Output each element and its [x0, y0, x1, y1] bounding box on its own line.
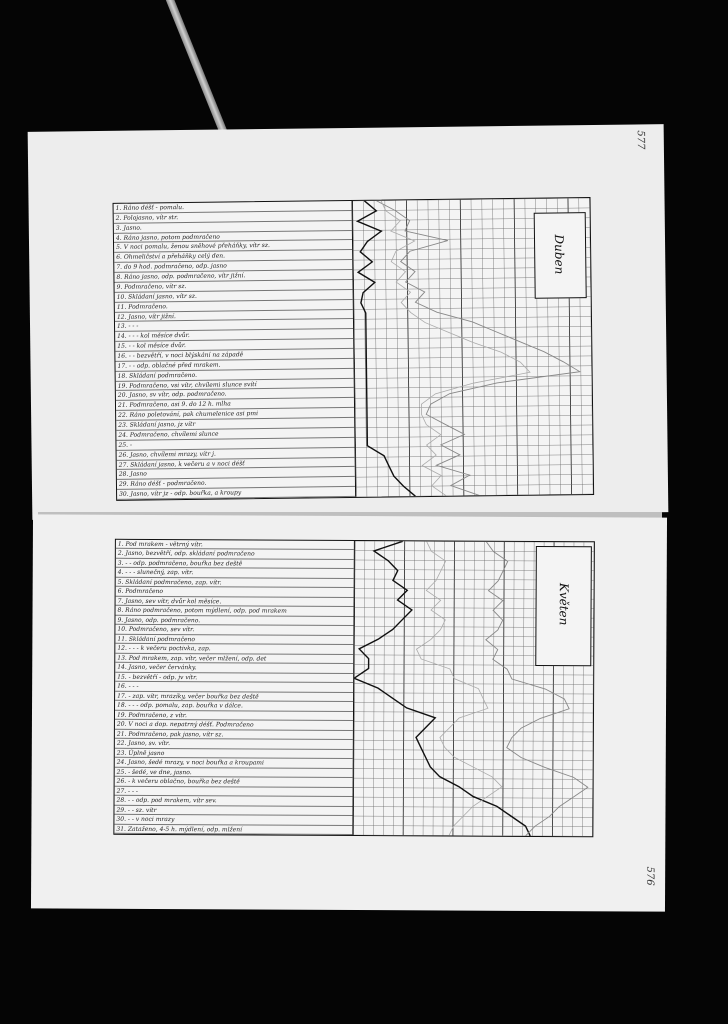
april-notes-column	[114, 201, 357, 500]
may-notes-column	[114, 540, 355, 835]
weather-note-row: 6. Ohmeličství a přeháňky celý den.	[114, 250, 352, 263]
weather-note-row: 11. Skládaní podmračeno	[115, 635, 353, 646]
may-month-box	[535, 546, 592, 666]
page-number: 576	[644, 866, 656, 886]
grid-column-line	[483, 542, 485, 836]
weather-note-row: 13. Pod mrakem, zap. vítr, večer mlžení, odp. det	[115, 654, 353, 665]
grid-column-line	[433, 541, 435, 835]
grid-column-line	[423, 541, 425, 835]
weather-note-row: 16. - - -	[115, 682, 353, 693]
weather-note-row: 5. Skládaní podmračeno, zap. vítr.	[116, 578, 354, 589]
weather-note-row: 15. - - kol měsíce dvůr.	[115, 339, 353, 352]
weather-note-row: 29. - - sz. vítr	[114, 805, 352, 816]
weather-note-row: 27. Skládaní jasno, k večeru a v noci déšť	[117, 457, 355, 470]
weather-note-row: 25. -	[116, 438, 354, 451]
weather-note-row: 29. Ráno déšť - podmračeno.	[117, 477, 355, 490]
weather-note-row: 14. Jasno, večer červánky.	[115, 663, 353, 674]
grid-column-line	[453, 542, 455, 836]
temperature-curve	[416, 541, 504, 835]
weather-note-row: 28. - - odp. pod mrakem, vítr sev.	[115, 796, 353, 807]
weather-note-row: 9. Podmračeno, vítr sz.	[115, 280, 353, 293]
weather-note-row: 26. - k večeru oblačno, bouřka bez deště	[115, 777, 353, 788]
weather-note-row: 2. Jasno, bezvětří, odp. skládaní podmračeno	[116, 549, 354, 560]
weather-note-row: 30. Jasno, vítr jz - odp. bouřka, a kroupy	[117, 487, 355, 500]
weather-note-row: 17. - - odp. oblačné před mrakem.	[115, 359, 353, 372]
weather-note-row: 25. - šedé, ve dne, jasno.	[115, 767, 353, 778]
weather-note-row: 3. Jasno.	[114, 221, 352, 234]
april-weather-table	[113, 197, 595, 501]
weather-note-row: 24. Jasno, šedé mrazy, v noci bouřka a kroupami	[115, 758, 353, 769]
weather-note-row: 4. Ráno jasno, potom podmračeno	[114, 231, 352, 244]
weather-note-row: 16. - - bezvětří, v noci blýskání na západě	[115, 349, 353, 362]
weather-note-row: 22. Jasno, sv. vítr.	[115, 739, 353, 750]
grid-column-line	[503, 542, 505, 836]
weather-note-row: 5. V noci pomalu, ženou sněhové přeháňky, vítr sz.	[114, 240, 352, 253]
weather-note-row: 31. Zataženo, 4-5 h. mýdlení, odp. mlžení	[114, 824, 352, 835]
weather-note-row: 9. Jasno, odp. podmračeno.	[115, 616, 353, 627]
grid-column-line	[393, 541, 395, 835]
weather-note-row: 19. Podmračeno, vsi vítr, chvílemi slunce svítí	[116, 379, 354, 392]
weather-note-row: 12. - - - k večeru poctivka, zap.	[115, 644, 353, 655]
grid-column-line	[533, 542, 535, 836]
april-month-box	[534, 212, 587, 299]
may-month-label: Květen	[556, 582, 571, 626]
weather-note-row: 20. Jasno, sv vítr, odp. podmračeno.	[116, 388, 354, 401]
weather-note-row: 23. Skládaní jasno, jz vítr	[116, 418, 354, 431]
weather-note-row: 18. - - - odp. pomalu, zap. bouřka v dálce.	[115, 701, 353, 712]
may-weather-table	[113, 539, 595, 838]
weather-note-row: 21. Podmračeno, asi 9. do 12 h. mlha	[116, 398, 354, 411]
weather-note-row: 4. - - - slunečný, zap. vítr.	[116, 568, 354, 579]
weather-note-row: 24. Podmračeno, chvílemi slunce	[116, 428, 354, 441]
weather-note-row: 7. do 9 hod. podmračeno, odp. jasno	[114, 260, 352, 273]
weather-note-row: 12. Jasno, vítr jižní.	[115, 309, 353, 322]
weather-note-row: 19. Podmračeno, z vítr.	[115, 710, 353, 721]
grid-column-line	[473, 542, 475, 836]
weather-note-row: 3. - - odp. podmračeno, bouřka bez deště	[116, 559, 354, 570]
weather-note-row: 1. Ráno déšť - pomalu.	[114, 201, 352, 214]
weather-note-row: 1. Pod mrakem - větrný vítr.	[116, 540, 354, 551]
weather-note-row: 10. Skládaní jasno, vítr sz.	[115, 290, 353, 303]
top-page	[28, 124, 669, 520]
grid-column-line	[523, 542, 525, 836]
grid-column-line	[403, 541, 405, 835]
grid-column-line	[513, 542, 515, 836]
weather-note-row: 8. Ráno jasno, odp. podmračeno, vítr jižní.	[114, 270, 352, 283]
weather-note-row: 8. Ráno podmračeno, potom mýdlení, odp. pod mrakem	[116, 606, 354, 617]
weather-note-row: 15. - bezvětří - odp. jv vítr.	[115, 673, 353, 684]
grid-column-line	[413, 541, 415, 835]
weather-note-row: 10. Podmračeno, sev vítr.	[115, 625, 353, 636]
weather-note-row: 26. Jasno, chvílemi mrazy, vítr j.	[117, 448, 355, 461]
grid-column-line	[592, 542, 594, 836]
weather-note-row: 20. V noci a dop. nepatrný déšť. Podmračeno	[115, 720, 353, 731]
weather-note-row: 11. Podmračeno.	[115, 300, 353, 313]
weather-note-row: 2. Polojasno, vítr str.	[114, 211, 352, 224]
grid-column-line	[463, 542, 465, 836]
weather-note-row: 30. - - v noci mrazy	[114, 815, 352, 826]
april-month-label: Duben	[551, 234, 567, 275]
weather-note-row: 27. - - -	[115, 786, 353, 797]
grid-column-line	[373, 541, 375, 835]
page-number: 577	[634, 130, 646, 150]
weather-note-row: 28. Jasno	[117, 467, 355, 480]
weather-note-row: 23. Úplně jasno	[115, 748, 353, 759]
temperature-curve	[353, 541, 531, 836]
pencil	[165, 0, 232, 146]
grid-column-line	[443, 541, 445, 835]
weather-note-row: 6. Podmračeno	[116, 587, 354, 598]
weather-note-row: 13. - - -	[115, 319, 353, 332]
weather-note-row: 22. Ráno poletování, pak chumelenice asi pmi	[116, 408, 354, 421]
weather-note-row: 18. Skládaní podmračeno.	[116, 369, 354, 382]
grid-column-line	[383, 541, 385, 835]
grid-column-line	[363, 541, 365, 835]
weather-note-row: 21. Podmračeno, pak jasno, vítr sz.	[115, 729, 353, 740]
bottom-page	[31, 514, 667, 911]
weather-note-row: 7. Jasno, sev vítr, dvůr kol měsíce.	[116, 597, 354, 608]
weather-note-row: 14. - - - kol měsíce dvůr.	[115, 329, 353, 342]
weather-note-row: 17. - zap. vítr, mrazíky, večer bouřka bez deště	[115, 692, 353, 703]
